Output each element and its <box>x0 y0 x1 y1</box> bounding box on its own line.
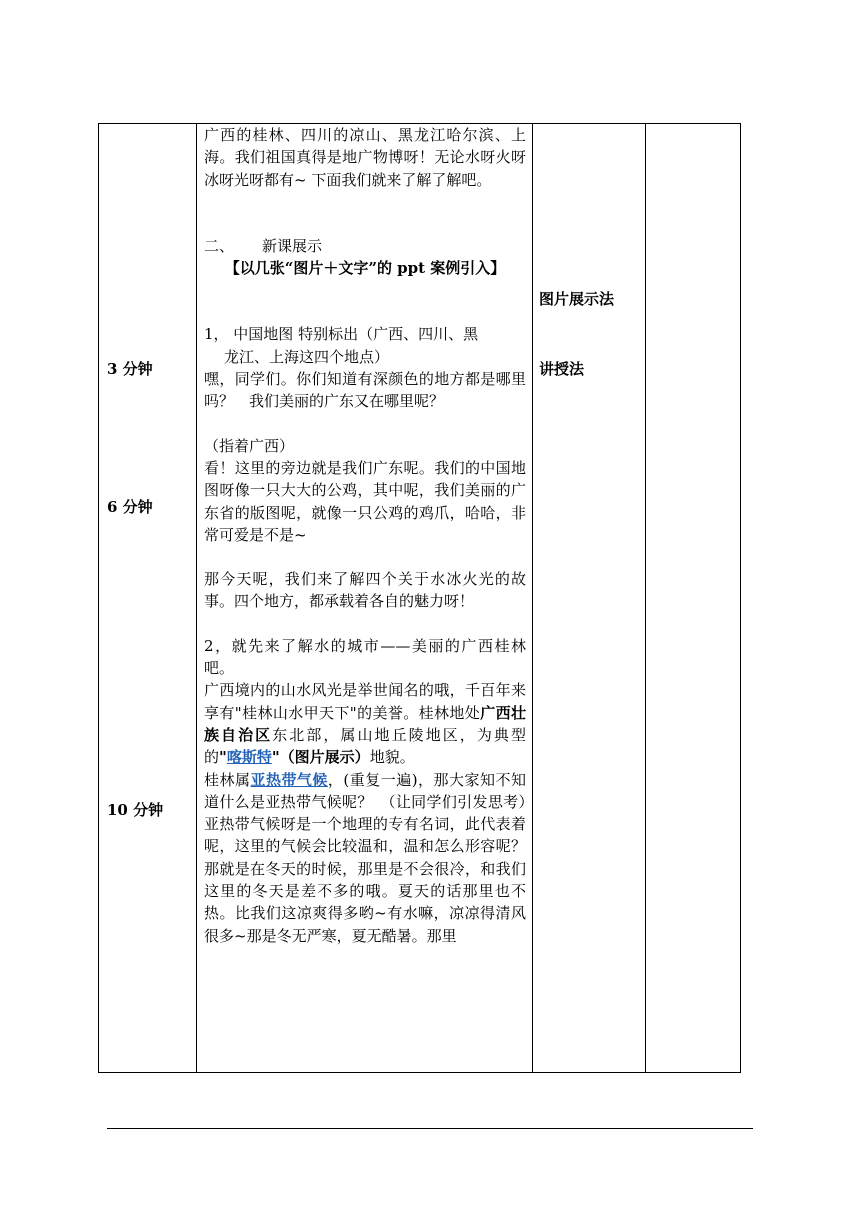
lesson-content <box>204 124 526 1072</box>
section-subtitle: 【以几张“图片＋文字”的 ppt 案例引入】 <box>224 259 506 278</box>
time-label-6min: 6 分钟 <box>107 498 153 516</box>
subtropical-climate-link[interactable]: 亚热带气候 <box>250 770 328 789</box>
lesson-plan-table <box>98 123 741 1073</box>
item1-title: 1， 中国地图 特别标出（广西、四川、黑 <box>204 325 479 344</box>
climate-text-b: ，(重复一遍)，那大家知不知道什么是亚热带气候呢？ （让同学们引发思考）亚热带气候呀是一个地理的专有名词，此代表着呢，这里的气候会比较温和，温和怎么形容呢？那就是在冬天的时候，那里是不会很冷，和我们这里的冬天是差不多的哦。夏天的话那里也不热。比我们这凉爽得多哟~有水嘛，凉凉得清风很多~那是冬无严寒，夏无酷暑。那里 <box>204 770 526 945</box>
guangxi-region-text: 广西壮族自治区 <box>204 703 526 744</box>
climate-text-a: 桂林属 <box>204 770 251 789</box>
time-label-10min: 10 分钟 <box>107 801 164 819</box>
topics-intro-paragraph: 那今天呢，我们来了解四个关于水冰火光的故事。四个地方，都承载着各自的魅力呀！ <box>204 570 526 611</box>
guilin-text-c: 地貌。 <box>369 748 415 767</box>
map-question-paragraph: 嘿，同学们。你们知道有深颜色的地方都是哪里吗？ 我们美丽的广东又在哪里呢？ <box>204 370 526 411</box>
column-divider-1 <box>196 124 197 1072</box>
intro-paragraph: 广西的桂林、四川的凉山、黑龙江哈尔滨、上海。我们祖国真得是地广物博呀！无论水呀火呀冰呀光呀都有~ 下面我们就来了解了解吧。 <box>204 126 526 189</box>
section-title: 新课展示 <box>262 236 323 255</box>
map-description-paragraph: 看！这里的旁边就是我们广东呢。我们的中国地图呀像一只大大的公鸡，其中呢，我们美丽的广东省的版图呢，就像一只公鸡的鸡爪，哈哈，非常可爱是不是~ <box>204 458 526 544</box>
section-number: 二、 <box>204 236 235 255</box>
column-divider-2 <box>532 124 533 1072</box>
time-label-3min: 3 分钟 <box>107 360 153 378</box>
item2-title: 2，就先来了解水的城市——美丽的广西桂林吧。 <box>204 636 526 678</box>
footer-divider <box>107 1128 753 1129</box>
climate-paragraph <box>204 769 526 947</box>
karst-link[interactable]: 喀斯特 <box>226 748 272 767</box>
section-heading <box>204 235 526 257</box>
method-lecture: 讲授法 <box>539 360 585 378</box>
quote-open: " <box>219 748 227 767</box>
method-image-display: 图片展示法 <box>539 290 615 308</box>
quote-close-image-note: "（图片展示） <box>271 748 370 767</box>
item1-title-continued: 龙江、上海这四个地点） <box>224 347 390 366</box>
guilin-landscape-paragraph <box>204 679 526 768</box>
pointing-note: （指着广西） <box>204 436 295 455</box>
guilin-text-a: 广西境内的山水风光是举世闻名的哦，千百年来享有"桂林山水甲天下"的美誉。桂林地处 <box>204 681 526 722</box>
guilin-text-b: 东北部，属山地丘陵地区，为典型的 <box>204 725 526 767</box>
column-divider-3 <box>645 124 646 1072</box>
